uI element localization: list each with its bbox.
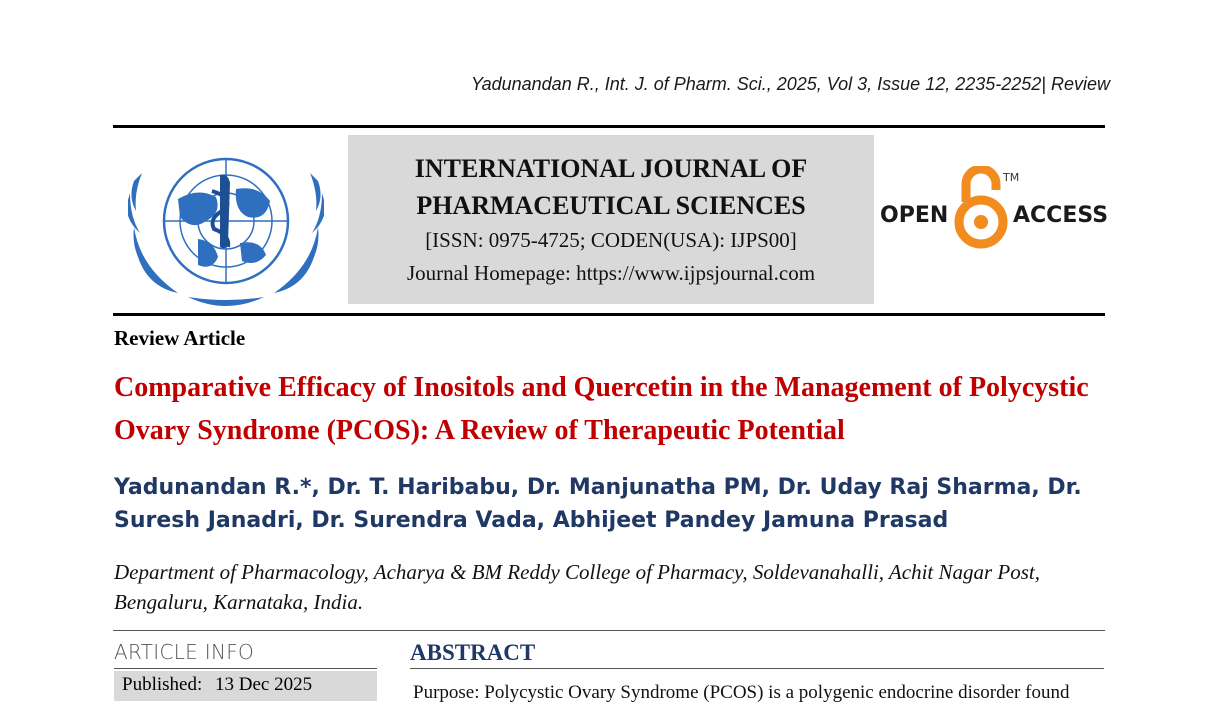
abstract-heading: ABSTRACT — [410, 640, 536, 665]
header-rule-bottom — [113, 313, 1105, 316]
journal-logo — [128, 147, 324, 312]
journal-name-line2: PHARMACEUTICAL SCIENCES — [416, 191, 806, 220]
abstract-text: Purpose: Polycystic Ovary Syndrome (PCOS) is a polygenic endocrine disorder found — [413, 682, 1070, 703]
published-label: Published: — [122, 674, 203, 695]
trademark-mark: TM — [1003, 171, 1020, 184]
journal-masthead — [348, 135, 874, 304]
article-type: Review Article — [114, 326, 246, 350]
journal-homepage[interactable]: Journal Homepage: https://www.ijpsjournal.com — [406, 261, 816, 285]
published-row — [114, 671, 377, 701]
journal-name-line1: INTERNATIONAL JOURNAL OF — [414, 154, 808, 183]
article-info-rule — [114, 668, 377, 669]
open-access-open-text: OPEN — [880, 203, 949, 228]
abstract-rule — [410, 668, 1104, 669]
open-access-access-text: ACCESS — [1013, 203, 1109, 228]
affiliation: Department of Pharmacology, Acharya & BM Reddy College of Pharmacy, Soldevanahalli, Achit Nagar Post, Bengaluru, Karnataka, India. — [114, 560, 1040, 614]
article-title: Comparative Efficacy of Inositols and Quercetin in the Management of Polycystic Ovary Syndrome (PCOS): A Review of Therapeutic Potential — [114, 372, 1089, 446]
header-rule-top — [113, 125, 1105, 128]
journal-issn: [ISSN: 0975-4725; CODEN(USA): IJPS00] — [425, 228, 797, 252]
article-info-heading: ARTICLE INFO — [114, 640, 255, 664]
author-list: Yadunandan R.*, Dr. T. Haribabu, Dr. Manjunatha PM, Dr. Uday Raj Sharma, Dr. Suresh Janadri, Dr. Surendra Vada, Abhijeet Pandey Jamuna Prasad — [114, 475, 1082, 533]
section-divider — [113, 630, 1105, 631]
published-date: 13 Dec 2025 — [214, 674, 313, 695]
running-head: Yadunandan R., Int. J. of Pharm. Sci., 2025, Vol 3, Issue 12, 2235-2252| Review — [470, 74, 1110, 94]
